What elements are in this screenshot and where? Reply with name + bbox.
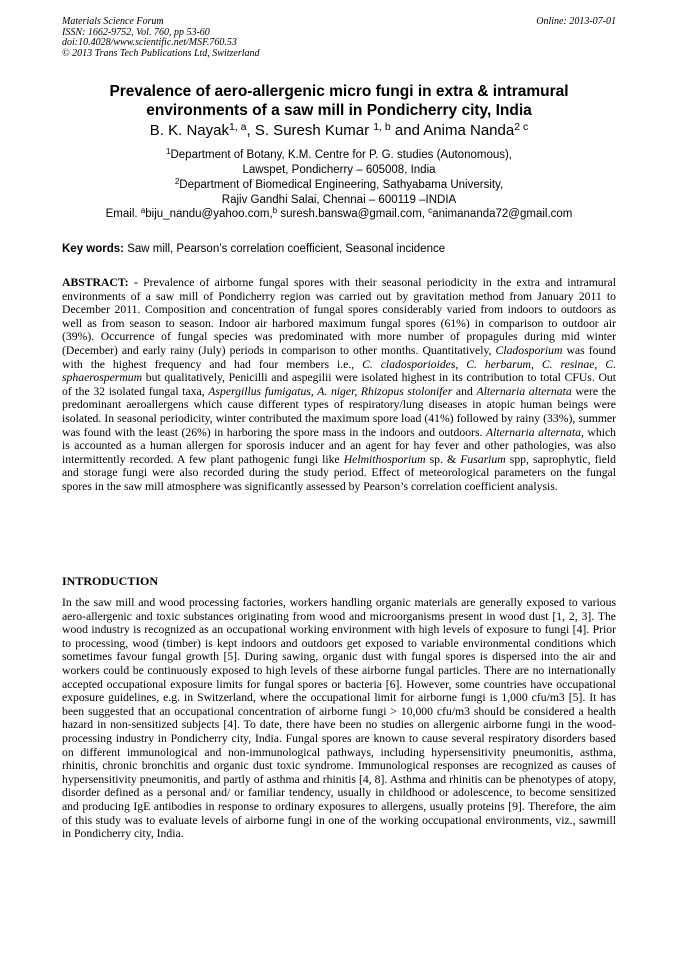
abstract-text: which is accounted as a human allergen for sporosis inducer and an agent for hay fever and other pathologies, was also intermittently recorded. A few plant pathogenic fungi like	[62, 425, 616, 466]
author-affiliation-mark: 1, b	[373, 121, 391, 134]
author-affiliation-mark: 2 c	[514, 121, 529, 134]
taxon-name: Alternaria alternata	[476, 384, 572, 398]
author-name: Anima Nanda	[423, 122, 515, 139]
email-address[interactable]: biju_nandu@yahoo.com,	[145, 208, 273, 220]
affiliation-mark: 2	[174, 177, 180, 187]
copyright-line: © 2013 Trans Tech Publications Ltd, Switzerland	[62, 47, 260, 59]
abstract-label: ABSTRACT: -	[62, 276, 138, 289]
abstract-text: sp. &	[425, 452, 461, 466]
taxon-name: Cladosporium	[495, 343, 563, 357]
affiliation-1-address: Lawspet, Pondicherry – 605008, India	[242, 164, 436, 176]
abstract-text: was found with the highest frequency and had four members i.e.,	[62, 343, 616, 371]
email-mark: a	[140, 206, 146, 216]
journal-header	[62, 17, 616, 59]
affiliation-mark: 1	[165, 147, 171, 157]
affiliation-2-address: Rajiv Gandhi Salai, Chennai – 600119 –INDIA	[221, 194, 457, 206]
author-list	[62, 122, 616, 140]
keywords-label: Key words:	[62, 243, 124, 255]
abstract-text: Prevalence of airborne fungal spores with their seasonal periodicity in the extra and intramural environments of a saw mill of Pondicherry region was carried out by gravitation method from January 2011 to December 2011. Composition and concentration of fungal spores considerably varied from indoors to outdoors as well as from season to season. Indoor air harbored maximum fungal spores (61%) in comparison to outdoor air (39%). Occurrence of fungal species was predominated with more number of propagules during mid winter (December) and early rainy (July) periods in comparison to other months. Quantitatively,	[62, 276, 616, 357]
author-name: S. Suresh Kumar	[254, 122, 370, 139]
affiliations	[62, 148, 616, 208]
journal-name: Materials Science Forum	[62, 16, 164, 27]
affiliation-text: Department of Biomedical Engineering, Sathyabama University,	[179, 179, 504, 191]
email-label: Email.	[105, 208, 141, 220]
taxon-name: Aspergillus fumigatus, A. niger, Rhizopus stolonifer	[208, 384, 453, 398]
author-and: and	[390, 122, 424, 139]
email-mark: c	[428, 206, 433, 216]
abstract-text: but qualitatively, Penicilli and aspegilii were isolated highest in its contribution to total CFUs. Out of the 32 isolated fungal taxa,	[62, 371, 616, 398]
abstract-paragraph	[62, 276, 616, 494]
introduction-paragraph: In the saw mill and wood processing factories, workers handling organic materials are generally exposed to various aero-allergenic and toxic substances originating from wood and microorganisms present in wood dust [1, 2, 3]. The wood industry is recognized as an occupational working environment with high levels of exposure to fungi [4]. Prior to processing, wood (timber) is kept indoors and outdoors get exposed to variable environmental conditions which sometimes favour fungal growth [5]. During sawing, organic dust with fungal spores is dispersed into the air and workers could be continuously exposed to high levels of these airborne fungal particles. There are no internationally accepted occupational exposure limits for fungal spores or bacteria [6]. However, some countries have occupational exposure guidelines, e.g. in Switzerland, where the occupational limit for airborne fungi is 1,000 cfu/m3 [5]. It has been suggested that an occupational concentration of airborne fungi > 10,000 cfu/m3 should be considered a health hazard in non-sensitized subjects [4]. To date, there have been no studies on allergenic airborne fungi in the wood-processing industry in Pondicherry city, India. Fungal spores are known to cause several respiratory disorders based on different immunological and non-immunological pathways, including hypersensitivity pneumonitis, asthma, rhinitis, chronic bronchitis and organic dust toxic syndrome. Immunological responses are recognized as causes of hypersensitivity pneumonitis, and partly of asthma and rhinitis [4, 8]. Asthma and rhinitis can be phenotypes of atopy, disorder defined as a personal and/ or familiar tendency, usually in childhood or adolescence, to become sensitized and producing IgE antibodies in response to ordinary exposures to allergens, usually proteins [9]. Therefore, the aim of this study was to evaluate levels of airborne fungi in one of the working occupational environments, viz., sawmill in Pondicherry city, India.	[62, 596, 616, 841]
author-affiliation-mark: 1, a	[228, 121, 247, 134]
taxon-name: Helmithosporium	[343, 452, 426, 466]
abstract-text: were the predominant aeroallergens which cause different types of respiratory/lung diseases in atopic human beings were isolated. In seasonal periodicity, winter contributed the maximum spore load (41%) followed by rainy (33%), summer was found with the least (26%) in harboring the spore mass in the indoors and outdoors.	[62, 384, 616, 439]
section-heading-introduction: INTRODUCTION	[62, 574, 159, 588]
email-mark: b	[272, 206, 278, 216]
author-separator: ,	[246, 122, 255, 139]
author-name: B. K. Nayak	[149, 122, 229, 139]
email-address[interactable]: suresh.banswa@gmail.com,	[277, 208, 429, 220]
keywords	[62, 242, 616, 256]
affiliation-1	[62, 148, 616, 163]
email-address[interactable]: animananda72@gmail.com	[432, 208, 573, 220]
issn-line: ISSN: 1662-9752, Vol. 760, pp 53-60	[62, 26, 210, 38]
abstract	[62, 276, 616, 494]
doi-line: doi:10.4028/www.scientific.net/MSF.760.53	[62, 37, 237, 48]
taxon-name: C. cladosporioides, C. herbarum, C. resinae, C. sphaerospermum	[62, 357, 616, 385]
online-date: Online: 2013-07-01	[536, 16, 616, 27]
introduction-body	[62, 596, 616, 841]
affiliation-2	[62, 178, 616, 193]
taxon-name: Fusarium	[460, 452, 506, 466]
paper-title: Prevalence of aero-allergenic micro fungi in extra & intramural environments of a saw mill in Pondicherry city, India	[109, 83, 569, 119]
keywords-text: Saw mill, Pearson’s correlation coefficient, Seasonal incidence	[124, 243, 446, 255]
abstract-text: spp, saprophytic, field and storage fungi were also recorded during the study period. Effect of meteorological parameters on the fungal spores in the saw mill atmosphere was significantly assessed by Pearson’s correlation coefficient analysis.	[62, 452, 617, 493]
email-line	[62, 207, 616, 222]
affiliation-text: Department of Botany, K.M. Centre for P. G. studies (Autonomous),	[170, 149, 513, 161]
abstract-text: and	[452, 384, 477, 398]
taxon-name: Alternaria alternata,	[485, 425, 584, 439]
